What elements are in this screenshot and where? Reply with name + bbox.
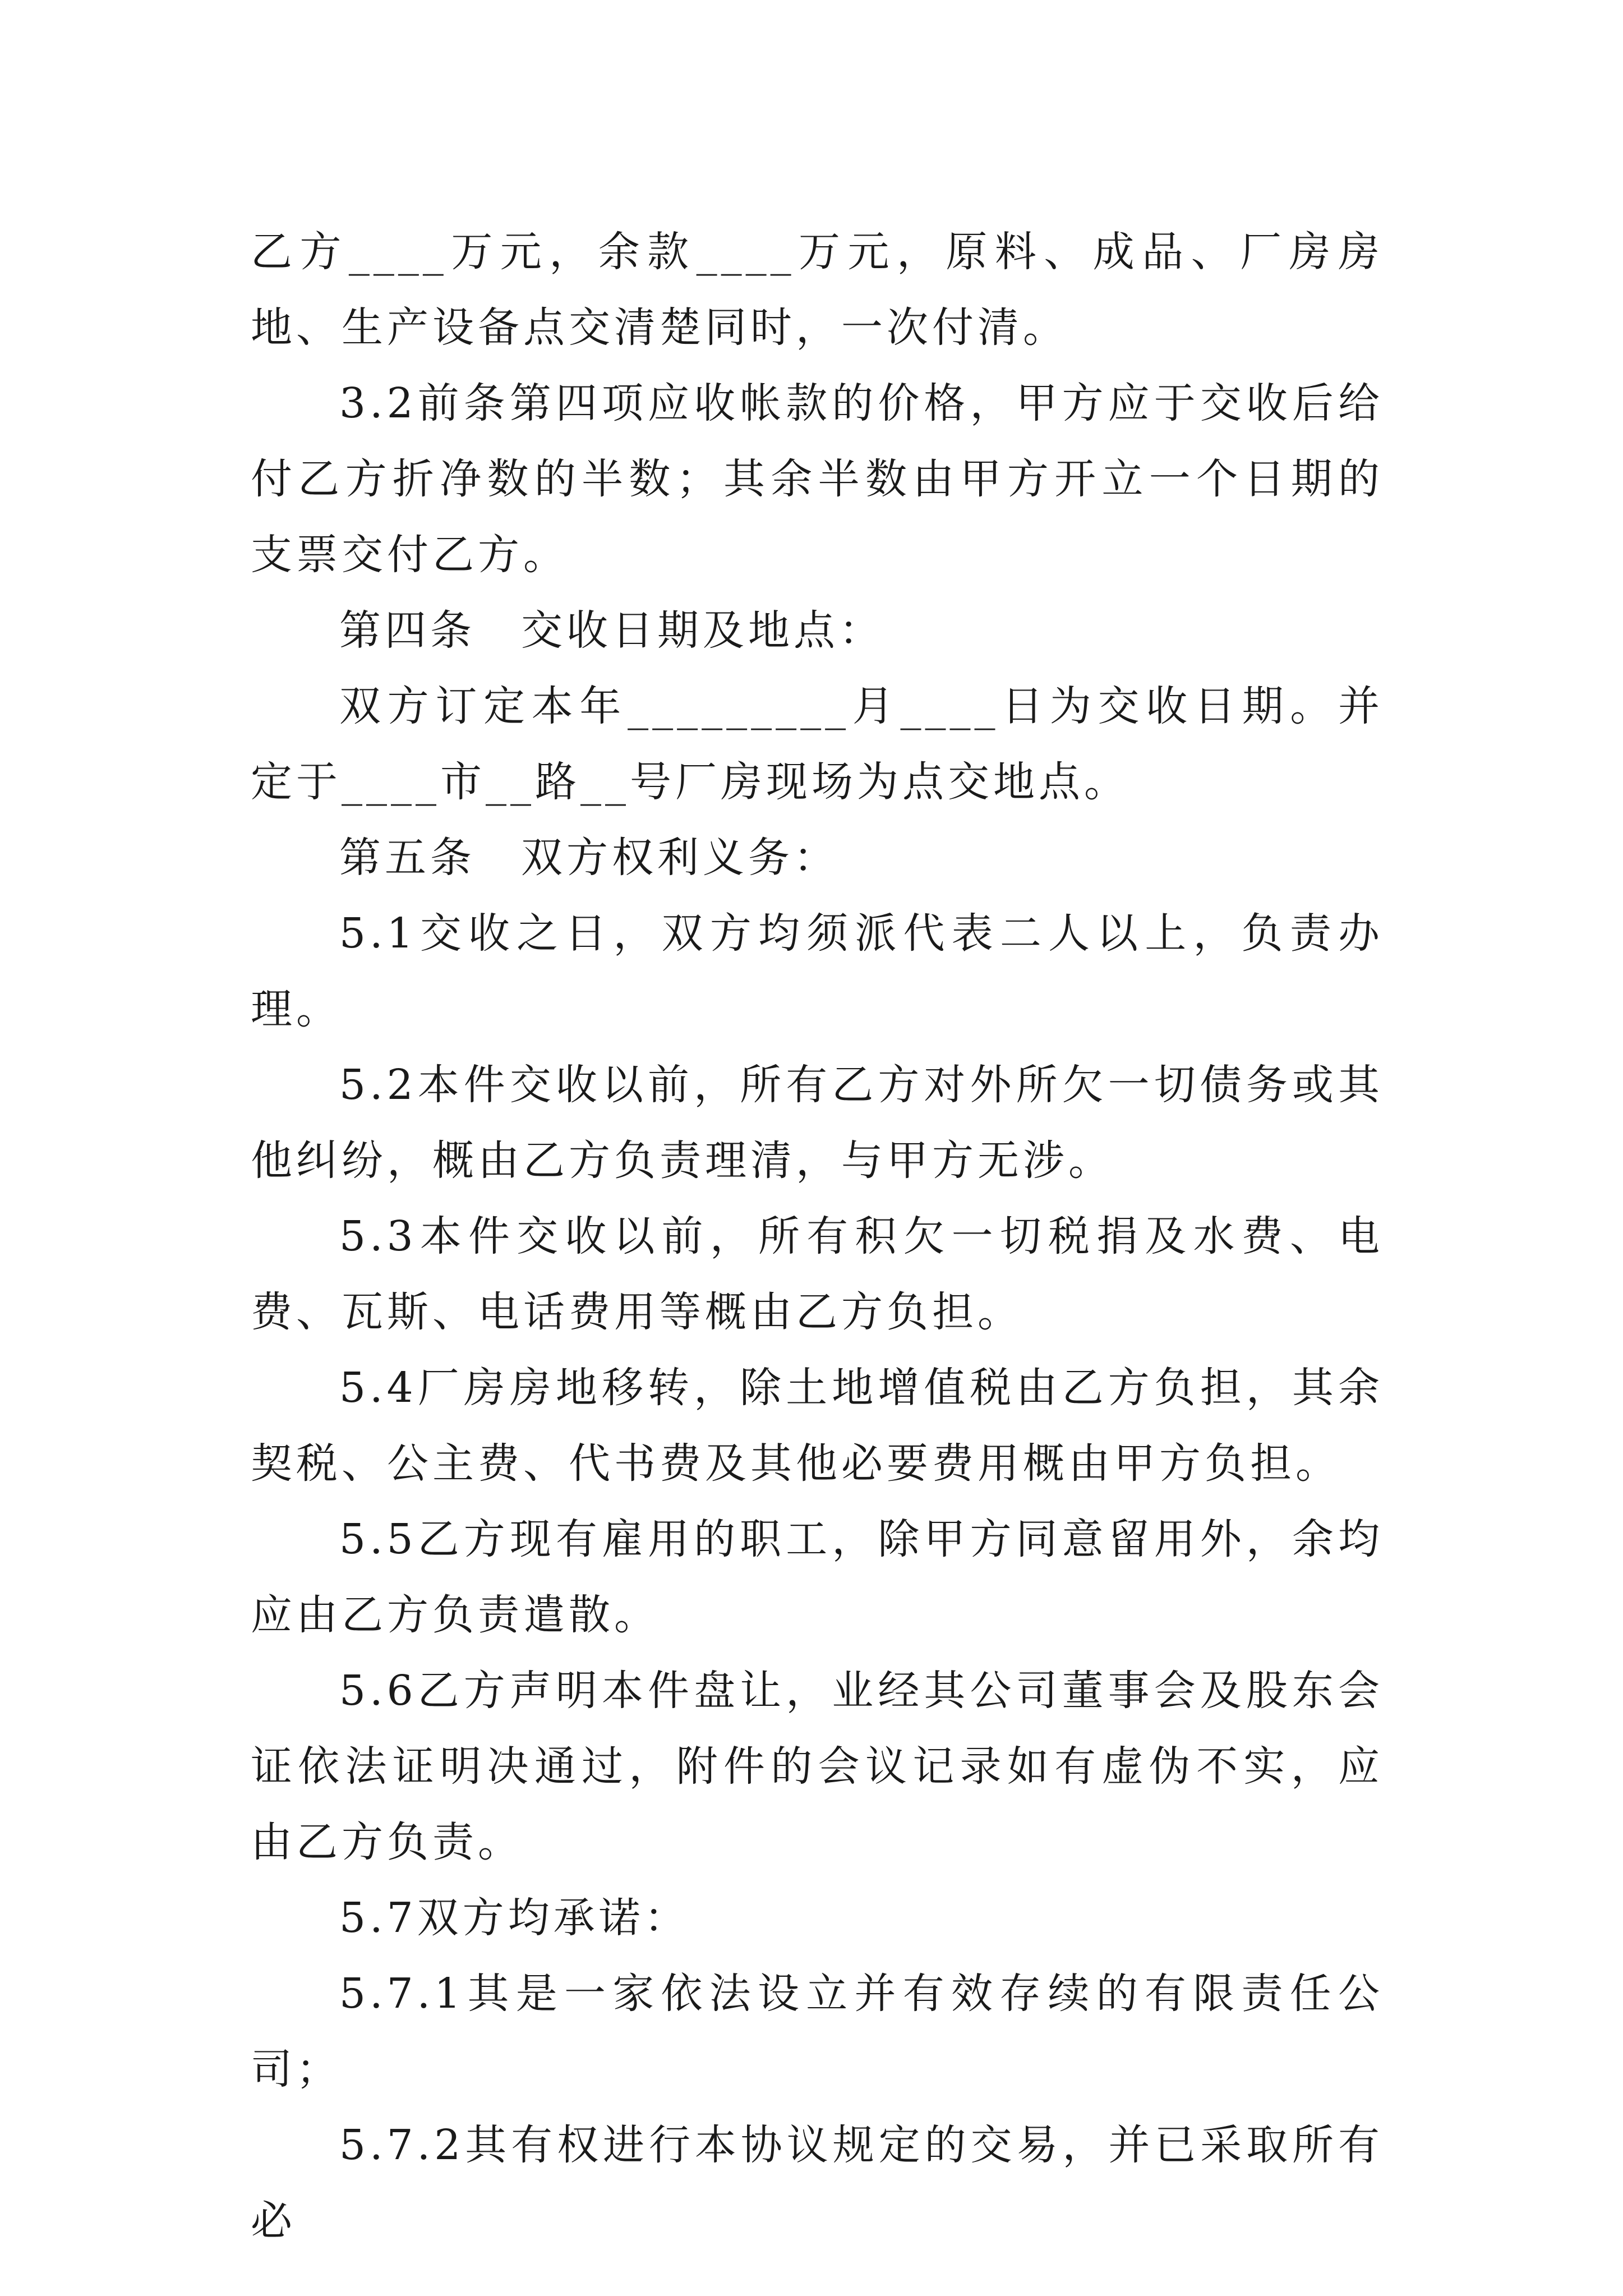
document-body xyxy=(251,214,1384,2259)
paragraph-clause-5-6: 5.6乙方声明本件盘让，业经其公司董事会及股东会证依法证明决通过，附件的会议记录如有虚伪不实，应由乙方负责。 xyxy=(251,1667,1384,1866)
paragraph-clause-5-7: 5.7双方均承诺： xyxy=(339,1894,690,1942)
paragraph-payment-terms: 乙方____万元，余款____万元，原料、成品、厂房房地、生产设备点交清楚同时，一次付清。 xyxy=(251,228,1384,352)
paragraph-clause-5-3: 5.3本件交收以前，所有积欠一切税捐及水费、电费、瓦斯、电话费用等概由乙方负担。 xyxy=(251,1212,1384,1336)
paragraph-clause-5-5: 5.5乙方现有雇用的职工，除甲方同意留用外，余均应由乙方负责遣散。 xyxy=(251,1515,1384,1639)
paragraph-clause-5-7-2: 5.7.2其有权进行本协议规定的交易，并已采取所有必 xyxy=(251,2121,1384,2245)
heading-article-5: 第五条 双方权利义务： xyxy=(339,834,839,882)
paragraph-handover-date: 双方订定本年_________月____日为交收日期。并定于____市__路__号厂房现场为点交地点。 xyxy=(251,682,1384,806)
heading-article-4: 第四条 交收日期及地点： xyxy=(339,606,884,655)
paragraph-clause-3-2: 3.2前条第四项应收帐款的价格，甲方应于交收后给付乙方折净数的半数；其余半数由甲方开立一个日期的支票交付乙方。 xyxy=(251,379,1384,579)
paragraph-clause-5-7-1: 5.7.1其是一家依法设立并有效存续的有限责任公司； xyxy=(251,1970,1384,2093)
paragraph-clause-5-4: 5.4厂房房地移转，除土地增值税由乙方负担，其余契税、公主费、代书费及其他必要费用概由甲方负担。 xyxy=(251,1364,1384,1488)
paragraph-clause-5-1: 5.1交收之日，双方均须派代表二人以上，负责办理。 xyxy=(251,909,1384,1033)
paragraph-clause-5-2: 5.2本件交收以前，所有乙方对外所欠一切债务或其他纠纷，概由乙方负责理清，与甲方无涉。 xyxy=(251,1061,1384,1185)
